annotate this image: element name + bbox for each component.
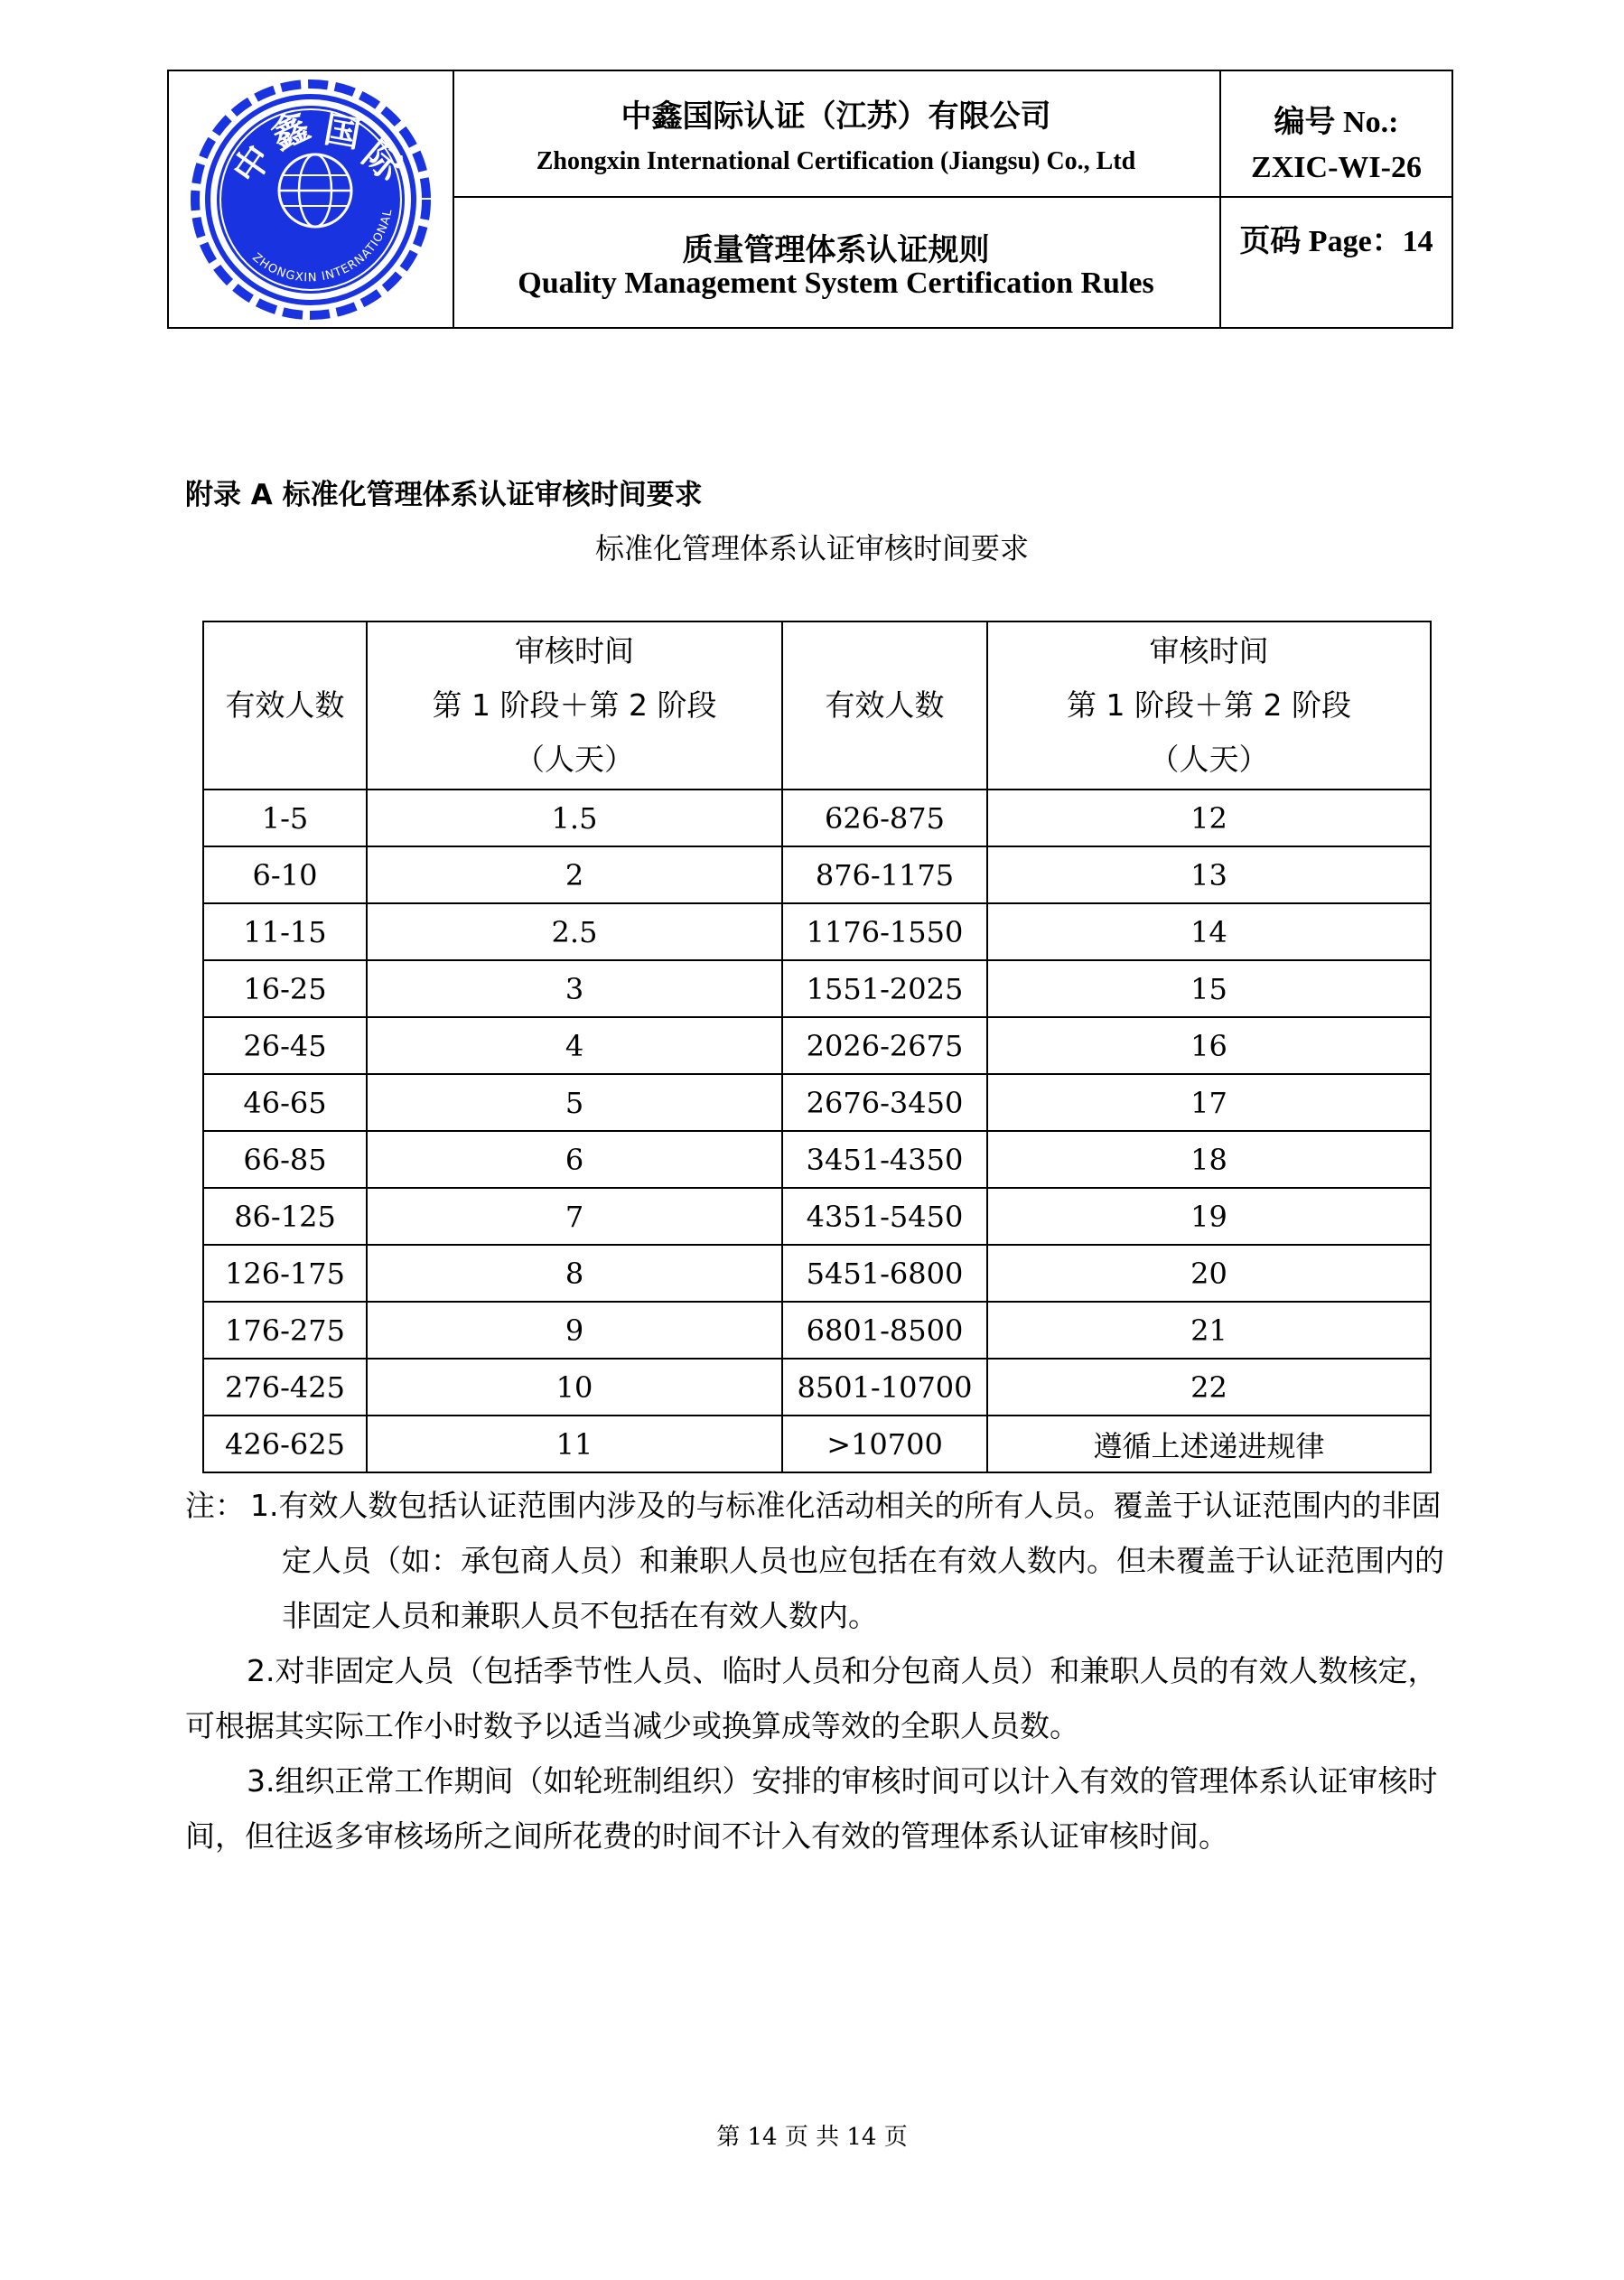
notes-section — [185, 1478, 1450, 1864]
table-cell: 176-275 — [203, 1302, 367, 1359]
table-cell: 14 — [987, 903, 1431, 960]
table-cell: 26-45 — [203, 1017, 367, 1074]
table-row — [203, 1302, 1431, 1359]
column-header-headcount: 有效人数 — [203, 621, 367, 790]
table-row — [203, 960, 1431, 1017]
table-cell: 876-1175 — [782, 846, 987, 903]
company-logo — [169, 71, 453, 327]
page-indicator: 页码 Page：14 — [1239, 225, 1433, 258]
table-cell: 20 — [987, 1245, 1431, 1302]
logo-emblem-icon — [189, 78, 433, 322]
table-cell: 1176-1550 — [782, 903, 987, 960]
table-row — [203, 1188, 1431, 1245]
company-name-cn: 中鑫国际认证（江苏）有限公司 — [621, 98, 1051, 135]
table-cell: 8 — [367, 1245, 782, 1302]
table-cell: 4351-5450 — [782, 1188, 987, 1245]
table-cell: 86-125 — [203, 1188, 367, 1245]
table-cell: 7 — [367, 1188, 782, 1245]
table-row — [203, 1017, 1431, 1074]
table-cell: 626-875 — [782, 790, 987, 846]
table-title: 标准化管理体系认证审核时间要求 — [594, 531, 1029, 565]
table-cell: 1-5 — [203, 790, 367, 846]
table-cell: 2026-2675 — [782, 1017, 987, 1074]
table-cell: 5451-6800 — [782, 1245, 987, 1302]
svg-text:际: 际 — [354, 133, 409, 189]
svg-text:鑫: 鑫 — [265, 104, 316, 158]
table-cell: 遵循上述递进规律 — [987, 1416, 1431, 1472]
table-row — [203, 1359, 1431, 1416]
table-row — [203, 1245, 1431, 1302]
table-cell: 9 — [367, 1302, 782, 1359]
table-cell: 22 — [987, 1359, 1431, 1416]
table-cell: 276-425 — [203, 1359, 367, 1416]
table-cell: 3451-4350 — [782, 1131, 987, 1188]
table-row — [203, 903, 1431, 960]
table-cell: 66-85 — [203, 1131, 367, 1188]
header-divider — [453, 196, 1451, 198]
table-cell: 126-175 — [203, 1245, 367, 1302]
table-cell: 1.5 — [367, 790, 782, 846]
company-name-en: Zhongxin International Certification (Jiangsu) Co., Ltd — [536, 147, 1136, 175]
table-cell: 8501-10700 — [782, 1359, 987, 1416]
column-header-audit-time: 审核时间 第 1 阶段＋第 2 阶段 （人天） — [987, 621, 1431, 790]
table-cell: 11 — [367, 1416, 782, 1472]
table-cell: 21 — [987, 1302, 1431, 1359]
table-row — [203, 1416, 1431, 1472]
table-cell: 17 — [987, 1074, 1431, 1131]
table-body — [203, 790, 1431, 1472]
table-cell: 19 — [987, 1188, 1431, 1245]
table-row — [203, 1074, 1431, 1131]
table-cell: 11-15 — [203, 903, 367, 960]
svg-text:ZHONGXIN INTERNATIONAL: ZHONGXIN INTERNATIONAL — [249, 207, 396, 285]
svg-text:中: 中 — [225, 137, 281, 192]
table-cell: 10 — [367, 1359, 782, 1416]
document-header — [167, 70, 1453, 329]
table-cell: 426-625 — [203, 1416, 367, 1472]
table-row — [203, 846, 1431, 903]
audit-time-table — [202, 621, 1432, 1473]
table-row — [203, 1131, 1431, 1188]
table-cell: 16 — [987, 1017, 1431, 1074]
table-cell: 16-25 — [203, 960, 367, 1017]
page-footer: 第 14 页 共 14 页 — [716, 2124, 908, 2151]
table-cell: 2 — [367, 846, 782, 903]
table-header-row — [203, 621, 1431, 790]
table-cell: 12 — [987, 790, 1431, 846]
appendix-heading: 附录 A 标准化管理体系认证审核时间要求 — [185, 479, 703, 511]
note-1: 注： 1.有效人数包括认证范围内涉及的与标准化活动相关的所有人员。覆盖于认证范围内的非固定人员（如：承包商人员）和兼职人员也应包括在有效人数内。但未覆盖于认证范围内的非固定人员和兼职人员不包括在有效人数内。 — [185, 1478, 1450, 1643]
table-cell: 5 — [367, 1074, 782, 1131]
table-cell: 6-10 — [203, 846, 367, 903]
table-cell: 15 — [987, 960, 1431, 1017]
doc-title-en: Quality Management System Certification Rules — [518, 266, 1154, 300]
table-cell: 2676-3450 — [782, 1074, 987, 1131]
table-cell: 3 — [367, 960, 782, 1017]
column-header-headcount: 有效人数 — [782, 621, 987, 790]
notes-label: 注： — [185, 1488, 245, 1523]
doc-number-label: 编号 No.: — [1274, 106, 1399, 139]
table-cell: >10700 — [782, 1416, 987, 1472]
column-header-audit-time: 审核时间 第 1 阶段＋第 2 阶段 （人天） — [367, 621, 782, 790]
svg-text:国: 国 — [321, 108, 364, 156]
table-cell: 4 — [367, 1017, 782, 1074]
table-cell: 6 — [367, 1131, 782, 1188]
table-cell: 6801-8500 — [782, 1302, 987, 1359]
table-cell: 2.5 — [367, 903, 782, 960]
table-row — [203, 790, 1431, 846]
table-cell: 13 — [987, 846, 1431, 903]
table-cell: 46-65 — [203, 1074, 367, 1131]
table-cell: 1551-2025 — [782, 960, 987, 1017]
doc-number: ZXIC-WI-26 — [1251, 151, 1422, 184]
note-2: 2.对非固定人员（包括季节性人员、临时人员和分包商人员）和兼职人员的有效人数核定，可根据其实际工作小时数予以适当减少或换算成等效的全职人员数。 — [185, 1653, 1438, 1743]
note-3: 3.组织正常工作期间（如轮班制组织）安排的审核时间可以计入有效的管理体系认证审核时间，但往返多审核场所之间所花费的时间不计入有效的管理体系认证审核时间。 — [185, 1763, 1438, 1854]
doc-title-cn: 质量管理体系认证规则 — [682, 232, 990, 268]
table-cell: 18 — [987, 1131, 1431, 1188]
